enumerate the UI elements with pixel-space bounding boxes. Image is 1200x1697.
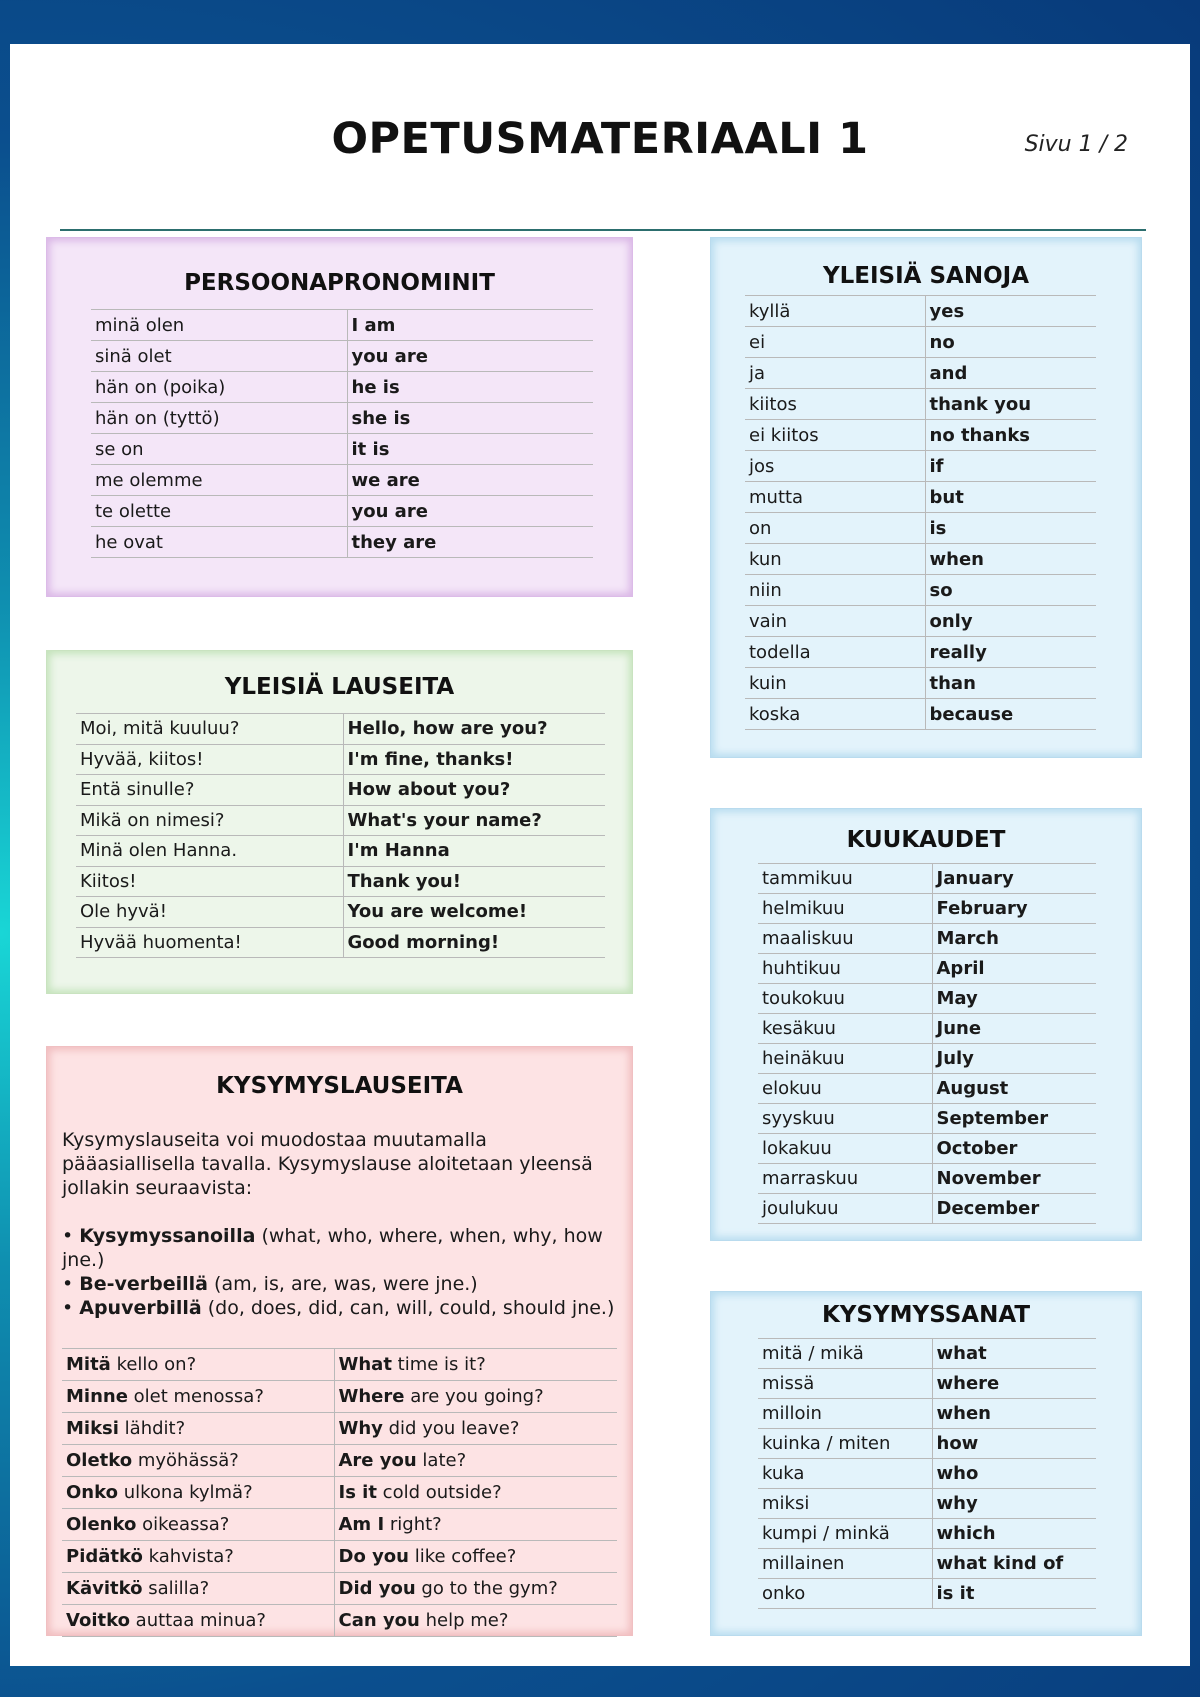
question-keyword: Pidätkö [66, 1546, 143, 1567]
table-row [76, 775, 605, 806]
table-row [758, 954, 1096, 984]
finnish-question [62, 1445, 334, 1477]
english-translation: November [932, 1164, 1096, 1194]
finnish-term: mutta [745, 482, 925, 513]
finnish-term: minä olen [91, 310, 347, 341]
table-row [62, 1477, 617, 1509]
pronouns-title: PERSOONAPRONOMINIT [184, 270, 495, 296]
english-translation: we are [347, 465, 593, 496]
question-keyword: Olenko [66, 1514, 137, 1535]
page-title: OPETUSMATERIAALI 1 [331, 114, 869, 164]
english-translation: why [932, 1489, 1096, 1519]
table-row [91, 372, 593, 403]
question-rest: right? [384, 1514, 442, 1535]
table-row [745, 451, 1096, 482]
question-rest: help me? [419, 1610, 509, 1631]
finnish-question [62, 1573, 334, 1605]
question-keyword: Where [338, 1386, 405, 1407]
question-keyword: Miksi [66, 1418, 119, 1439]
bullet-keyword: Kysymyssanoilla [79, 1225, 256, 1247]
table-row [62, 1381, 617, 1413]
question-rest: myöhässä? [132, 1450, 239, 1471]
finnish-term: toukokuu [758, 984, 932, 1014]
table-row [758, 1549, 1096, 1579]
table-row [76, 805, 605, 836]
question-rest: go to the gym? [415, 1578, 558, 1599]
finnish-term: me olemme [91, 465, 347, 496]
table-row [745, 358, 1096, 389]
question-keyword: Voitko [66, 1610, 130, 1631]
finnish-term: marraskuu [758, 1164, 932, 1194]
english-translation: who [932, 1459, 1096, 1489]
bullet-keyword: Apuverbillä [79, 1297, 202, 1319]
table-row [758, 1044, 1096, 1074]
question-rest: late? [416, 1450, 467, 1471]
question-keyword: Is it [338, 1482, 377, 1503]
question-rest: oikeassa? [136, 1514, 230, 1535]
english-translation: is [925, 513, 1096, 544]
finnish-term: huhtikuu [758, 954, 932, 984]
bullet-item: • Apuverbillä (do, does, did, can, will, could, should jne.) [62, 1297, 615, 1319]
finnish-term: todella [745, 637, 925, 668]
english-translation: March [932, 924, 1096, 954]
finnish-term: se on [91, 434, 347, 465]
english-translation: she is [347, 403, 593, 434]
question-keyword: Am I [338, 1514, 385, 1535]
english-translation: what kind of [932, 1549, 1096, 1579]
english-translation: What's your name? [343, 805, 605, 836]
finnish-term: tammikuu [758, 864, 932, 894]
header-divider [60, 229, 1146, 231]
bullet-examples: (am, is, are, was, were jne.) [208, 1273, 478, 1295]
english-translation: when [932, 1399, 1096, 1429]
table-row [91, 403, 593, 434]
bullet-item: • Kysymyssanoilla (what, who, where, when, why, how jne.) [62, 1225, 603, 1271]
english-translation: July [932, 1044, 1096, 1074]
finnish-term: Minä olen Hanna. [76, 836, 343, 867]
bullet-examples: (what, who, where, when, why, how jne.) [62, 1225, 603, 1271]
question-rest: ulkona kylmä? [117, 1482, 253, 1503]
english-translation: December [932, 1194, 1096, 1224]
english-translation: September [932, 1104, 1096, 1134]
finnish-term: kuka [758, 1459, 932, 1489]
english-translation: I'm fine, thanks! [343, 744, 605, 775]
table-row [62, 1349, 617, 1381]
finnish-term: kyllä [745, 296, 925, 327]
table-row [62, 1573, 617, 1605]
table-row [758, 1579, 1096, 1609]
table-row [745, 637, 1096, 668]
question-keyword: Oletko [66, 1450, 133, 1471]
finnish-term: missä [758, 1369, 932, 1399]
english-translation: really [925, 637, 1096, 668]
question-rest: like coffee? [409, 1546, 517, 1567]
table-row [745, 482, 1096, 513]
finnish-term: he ovat [91, 527, 347, 558]
table-row [62, 1605, 617, 1637]
finnish-term: hän on (poika) [91, 372, 347, 403]
table-row [91, 465, 593, 496]
table-row [76, 897, 605, 928]
question-rest: time is it? [391, 1354, 486, 1375]
finnish-term: ja [745, 358, 925, 389]
page-number: Sivu 1 / 2 [1024, 132, 1128, 157]
table-row [758, 1429, 1096, 1459]
common-words-title: YLEISIÄ SANOJA [822, 263, 1030, 289]
english-translation: you are [347, 341, 593, 372]
questions-card [46, 1046, 633, 1636]
finnish-question [62, 1349, 334, 1381]
finnish-term: Kiitos! [76, 866, 343, 897]
question-rest: did you leave? [382, 1418, 520, 1439]
english-translation: it is [347, 434, 593, 465]
finnish-term: Mikä on nimesi? [76, 805, 343, 836]
table-row [745, 575, 1096, 606]
finnish-term: milloin [758, 1399, 932, 1429]
questions-title: KYSYMYSLAUSEITA [216, 1073, 463, 1099]
english-translation: what [932, 1339, 1096, 1369]
english-translation: is it [932, 1579, 1096, 1609]
english-translation: April [932, 954, 1096, 984]
finnish-term: niin [745, 575, 925, 606]
finnish-term: miksi [758, 1489, 932, 1519]
question-keyword: Can you [338, 1610, 420, 1631]
common-words-card [710, 237, 1142, 758]
table-row [745, 420, 1096, 451]
english-translation: he is [347, 372, 593, 403]
table-row [758, 1164, 1096, 1194]
english-question [334, 1541, 617, 1573]
english-translation: than [925, 668, 1096, 699]
finnish-term: Hyvää huomenta! [76, 927, 343, 958]
question-keyword: Did you [338, 1578, 416, 1599]
question-rest: olet menossa? [127, 1386, 264, 1407]
table-row [758, 1074, 1096, 1104]
english-translation: Hello, how are you? [343, 714, 605, 745]
table-row [758, 1489, 1096, 1519]
english-translation: which [932, 1519, 1096, 1549]
question-keyword: Minne [66, 1386, 128, 1407]
question-rest: are you going? [404, 1386, 544, 1407]
pronouns-card [46, 237, 633, 597]
english-translation: How about you? [343, 775, 605, 806]
finnish-term: onko [758, 1579, 932, 1609]
finnish-term: kiitos [745, 389, 925, 420]
table-row [91, 341, 593, 372]
table-row [758, 1194, 1096, 1224]
table-row [76, 927, 605, 958]
english-translation: I'm Hanna [343, 836, 605, 867]
english-question [334, 1413, 617, 1445]
english-translation: May [932, 984, 1096, 1014]
table-row [745, 606, 1096, 637]
table-row [758, 1339, 1096, 1369]
english-translation: where [932, 1369, 1096, 1399]
table-row [62, 1413, 617, 1445]
finnish-term: Entä sinulle? [76, 775, 343, 806]
table-row [91, 496, 593, 527]
english-translation: and [925, 358, 1096, 389]
finnish-term: hän on (tyttö) [91, 403, 347, 434]
question-rest: salilla? [142, 1578, 210, 1599]
english-question [334, 1445, 617, 1477]
table-row [758, 1399, 1096, 1429]
english-translation: January [932, 864, 1096, 894]
table-row [758, 924, 1096, 954]
english-translation: because [925, 699, 1096, 730]
table-row [91, 527, 593, 558]
english-translation: thank you [925, 389, 1096, 420]
table-row [758, 1014, 1096, 1044]
question-words-card [710, 1291, 1142, 1636]
question-rest: lähdit? [118, 1418, 186, 1439]
finnish-term: ei kiitos [745, 420, 925, 451]
months-table [758, 863, 1096, 1224]
english-translation: they are [347, 527, 593, 558]
table-row [745, 513, 1096, 544]
finnish-term: helmikuu [758, 894, 932, 924]
table-row [745, 668, 1096, 699]
finnish-term: on [745, 513, 925, 544]
finnish-term: jos [745, 451, 925, 482]
question-rest: cold outside? [376, 1482, 502, 1503]
english-question [334, 1381, 617, 1413]
english-translation: you are [347, 496, 593, 527]
finnish-question [62, 1477, 334, 1509]
question-keyword: Mitä [66, 1354, 111, 1375]
questions-bullets [62, 1224, 632, 1320]
question-rest: auttaa minua? [129, 1610, 266, 1631]
english-translation: October [932, 1134, 1096, 1164]
question-rest: kahvista? [142, 1546, 234, 1567]
finnish-term: joulukuu [758, 1194, 932, 1224]
table-row [76, 866, 605, 897]
english-translation: June [932, 1014, 1096, 1044]
english-translation: so [925, 575, 1096, 606]
finnish-question [62, 1541, 334, 1573]
question-keyword: Are you [338, 1450, 417, 1471]
table-row [758, 1369, 1096, 1399]
english-translation: but [925, 482, 1096, 513]
common-words-table [745, 295, 1096, 730]
english-question [334, 1477, 617, 1509]
table-row [758, 1459, 1096, 1489]
english-translation: I am [347, 310, 593, 341]
phrases-title: YLEISIÄ LAUSEITA [224, 674, 455, 700]
table-row [745, 296, 1096, 327]
finnish-term: millainen [758, 1549, 932, 1579]
finnish-question [62, 1381, 334, 1413]
finnish-term: elokuu [758, 1074, 932, 1104]
question-words-table [758, 1338, 1096, 1609]
english-translation: only [925, 606, 1096, 637]
phrases-card [46, 650, 633, 994]
english-translation: Good morning! [343, 927, 605, 958]
finnish-term: kun [745, 544, 925, 575]
table-row [758, 1519, 1096, 1549]
table-row [62, 1445, 617, 1477]
finnish-term: mitä / mikä [758, 1339, 932, 1369]
finnish-term: kuinka / miten [758, 1429, 932, 1459]
questions-intro: Kysymyslauseita voi muodostaa muutamalla pääasiallisella tavalla. Kysymyslause aloitetaan yleensä jollakin seuraavista: [62, 1129, 593, 1199]
english-translation: no thanks [925, 420, 1096, 451]
english-question [334, 1573, 617, 1605]
finnish-term: Ole hyvä! [76, 897, 343, 928]
finnish-term: sinä olet [91, 341, 347, 372]
english-translation: You are welcome! [343, 897, 605, 928]
finnish-term: kesäkuu [758, 1014, 932, 1044]
question-keyword: Onko [66, 1482, 118, 1503]
english-translation: how [932, 1429, 1096, 1459]
english-translation: if [925, 451, 1096, 482]
english-translation: no [925, 327, 1096, 358]
finnish-term: koska [745, 699, 925, 730]
finnish-term: kuin [745, 668, 925, 699]
table-row [758, 984, 1096, 1014]
table-row [745, 327, 1096, 358]
finnish-question [62, 1413, 334, 1445]
english-translation: when [925, 544, 1096, 575]
finnish-term: lokakuu [758, 1134, 932, 1164]
table-row [76, 744, 605, 775]
bullet-item: • Be-verbeillä (am, is, are, was, were jne.) [62, 1273, 478, 1295]
table-row [758, 1134, 1096, 1164]
table-row [745, 699, 1096, 730]
table-row [758, 894, 1096, 924]
english-translation: August [932, 1074, 1096, 1104]
finnish-term: ei [745, 327, 925, 358]
finnish-term: kumpi / minkä [758, 1519, 932, 1549]
english-question [334, 1605, 617, 1637]
english-translation: yes [925, 296, 1096, 327]
question-keyword: What [338, 1354, 392, 1375]
bullet-examples: (do, does, did, can, will, could, should jne.) [201, 1297, 615, 1319]
question-words-title: KYSYMYSSANAT [821, 1302, 1031, 1328]
english-translation: February [932, 894, 1096, 924]
table-row [758, 1104, 1096, 1134]
finnish-term: te olette [91, 496, 347, 527]
bullet-keyword: Be-verbeillä [79, 1273, 208, 1295]
table-row [745, 389, 1096, 420]
finnish-term: Hyvää, kiitos! [76, 744, 343, 775]
finnish-term: maaliskuu [758, 924, 932, 954]
finnish-term: vain [745, 606, 925, 637]
table-row [91, 310, 593, 341]
table-row [758, 864, 1096, 894]
table-row [62, 1509, 617, 1541]
finnish-term: Moi, mitä kuuluu? [76, 714, 343, 745]
finnish-question [62, 1509, 334, 1541]
questions-table [62, 1348, 617, 1637]
table-row [76, 836, 605, 867]
question-keyword: Why [338, 1418, 383, 1439]
finnish-term: syyskuu [758, 1104, 932, 1134]
phrases-table [76, 713, 605, 958]
finnish-question [62, 1605, 334, 1637]
english-question [334, 1349, 617, 1381]
table-row [62, 1541, 617, 1573]
english-question [334, 1509, 617, 1541]
question-rest: kello on? [110, 1354, 197, 1375]
months-card [710, 808, 1142, 1241]
table-row [76, 714, 605, 745]
question-keyword: Kävitkö [66, 1578, 143, 1599]
months-title: KUUKAUDET [846, 827, 1006, 853]
question-keyword: Do you [338, 1546, 409, 1567]
english-translation: Thank you! [343, 866, 605, 897]
table-row [745, 544, 1096, 575]
pronouns-table [91, 309, 593, 558]
table-row [91, 434, 593, 465]
finnish-term: heinäkuu [758, 1044, 932, 1074]
